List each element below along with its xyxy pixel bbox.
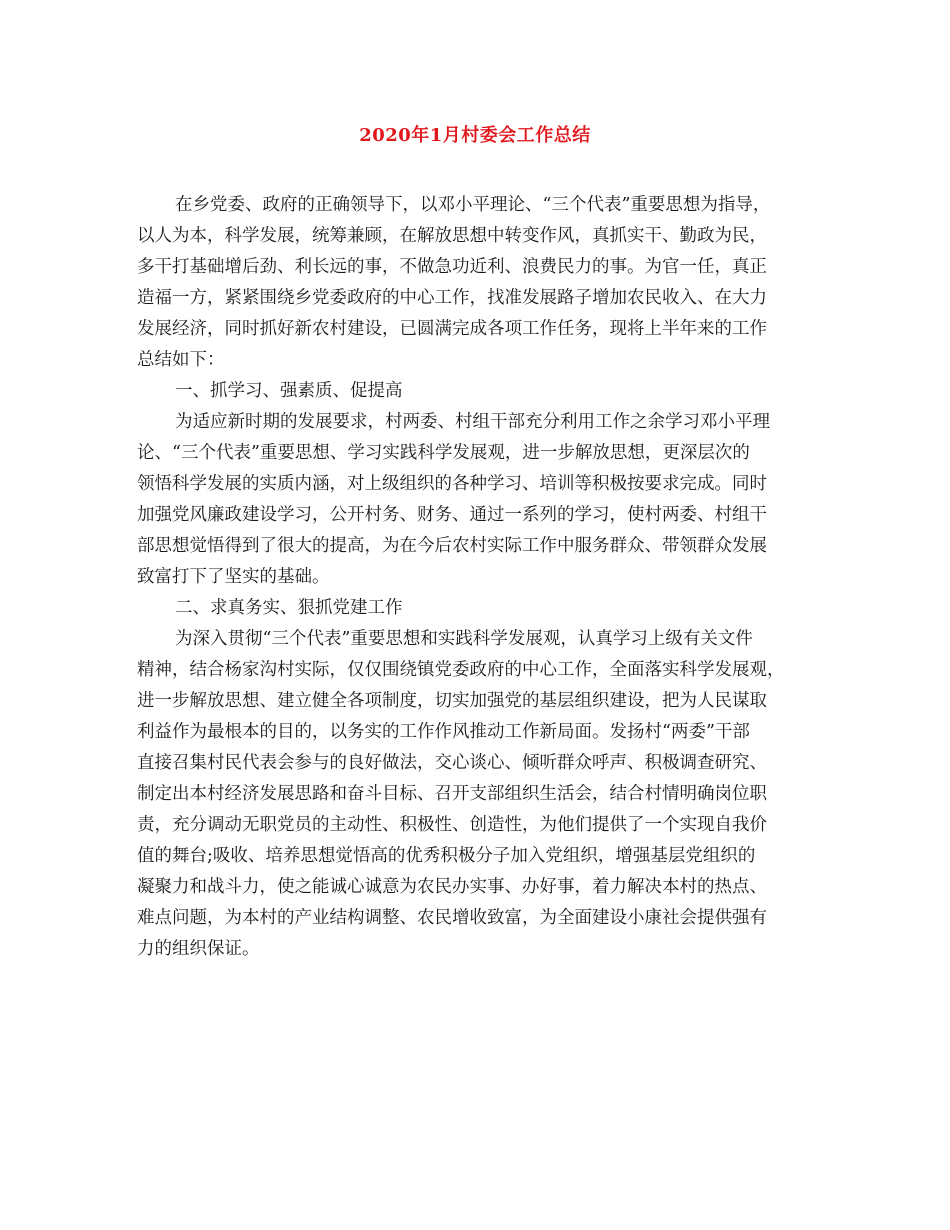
paragraph-line: 部思想觉悟得到了很大的提高，为在今后农村实际工作中服务群众、带领群众发展 (137, 536, 767, 556)
paragraph-line: 值的舞台;吸收、培养思想觉悟高的优秀积极分子加入党组织，增强基层党组织的 (137, 846, 756, 866)
paragraph-line: 为适应新时期的发展要求，村两委、村组干部充分利用工作之余学习邓小平理 (175, 412, 770, 432)
paragraph-line: 领悟科学发展的实质内涵，对上级组织的各种学习、培训等积极按要求完成。同时 (137, 474, 767, 494)
paragraph-line: 发展经济，同时抓好新农村建设，已圆满完成各项工作任务，现将上半年来的工作 (137, 319, 767, 339)
paragraph-line: 责，充分调动无职党员的主动性、积极性、创造性，为他们提供了一个实现自我价 (137, 815, 767, 835)
paragraph-line: 致富打下了坚实的基础。 (137, 567, 330, 587)
paragraph-line: 精神，结合杨家沟村实际，仅仅围绕镇党委政府的中心工作，全面落实科学发展观， (137, 660, 785, 680)
paragraph-line: 造福一方，紧紧围绕乡党委政府的中心工作，找准发展路子增加农民收入、在大力 (137, 288, 767, 308)
section-heading: 一、抓学习、强素质、促提高 (175, 381, 403, 401)
paragraph-line: 加强党风廉政建设学习，公开村务、财务、通过一系列的学习，使村两委、村组干 (137, 505, 767, 525)
paragraph-line: 以人为本，科学发展，统筹兼顾，在解放思想中转变作风，真抓实干、勤政为民， (137, 226, 767, 246)
paragraph-line: 制定出本村经济发展思路和奋斗目标、召开支部组织生活会，结合村情明确岗位职 (137, 784, 767, 804)
paragraph-line: 利益作为最根本的目的，以务实的工作作风推动工作新局面。发扬村“两委”干部 (137, 722, 750, 742)
paragraph-line: 为深入贯彻“三个代表”重要思想和实践科学发展观，认真学习上级有关文件 (175, 629, 753, 649)
paragraph-line: 进一步解放思想、建立健全各项制度，切实加强党的基层组织建设，把为人民谋取 (137, 691, 767, 711)
paragraph-line: 论、“三个代表”重要思想、学习实践科学发展观，进一步解放思想，更深层次的 (137, 443, 750, 463)
paragraph-line: 在乡党委、政府的正确领导下，以邓小平理论、“三个代表”重要思想为指导， (175, 195, 771, 215)
paragraph-line: 总结如下： (137, 350, 225, 370)
paragraph-line: 凝聚力和战斗力，使之能诚心诚意为农民办实事、办好事，着力解决本村的热点、 (137, 877, 767, 897)
document-body (137, 190, 837, 965)
paragraph-line: 难点问题，为本村的产业结构调整、农民增收致富，为全面建设小康社会提供强有 (137, 908, 767, 928)
paragraph-line: 力的组织保证。 (137, 939, 260, 959)
section-heading: 二、求真务实、狠抓党建工作 (175, 598, 403, 618)
paragraph-line: 多干打基础增后劲、利长远的事，不做急功近利、浪费民力的事。为官一任，真正 (137, 257, 767, 277)
document-title: 2020年1月村委会工作总结 (359, 125, 591, 146)
paragraph-line: 直接召集村民代表会参与的良好做法，交心谈心、倾听群众呼声、积极调查研究、 (137, 753, 767, 773)
